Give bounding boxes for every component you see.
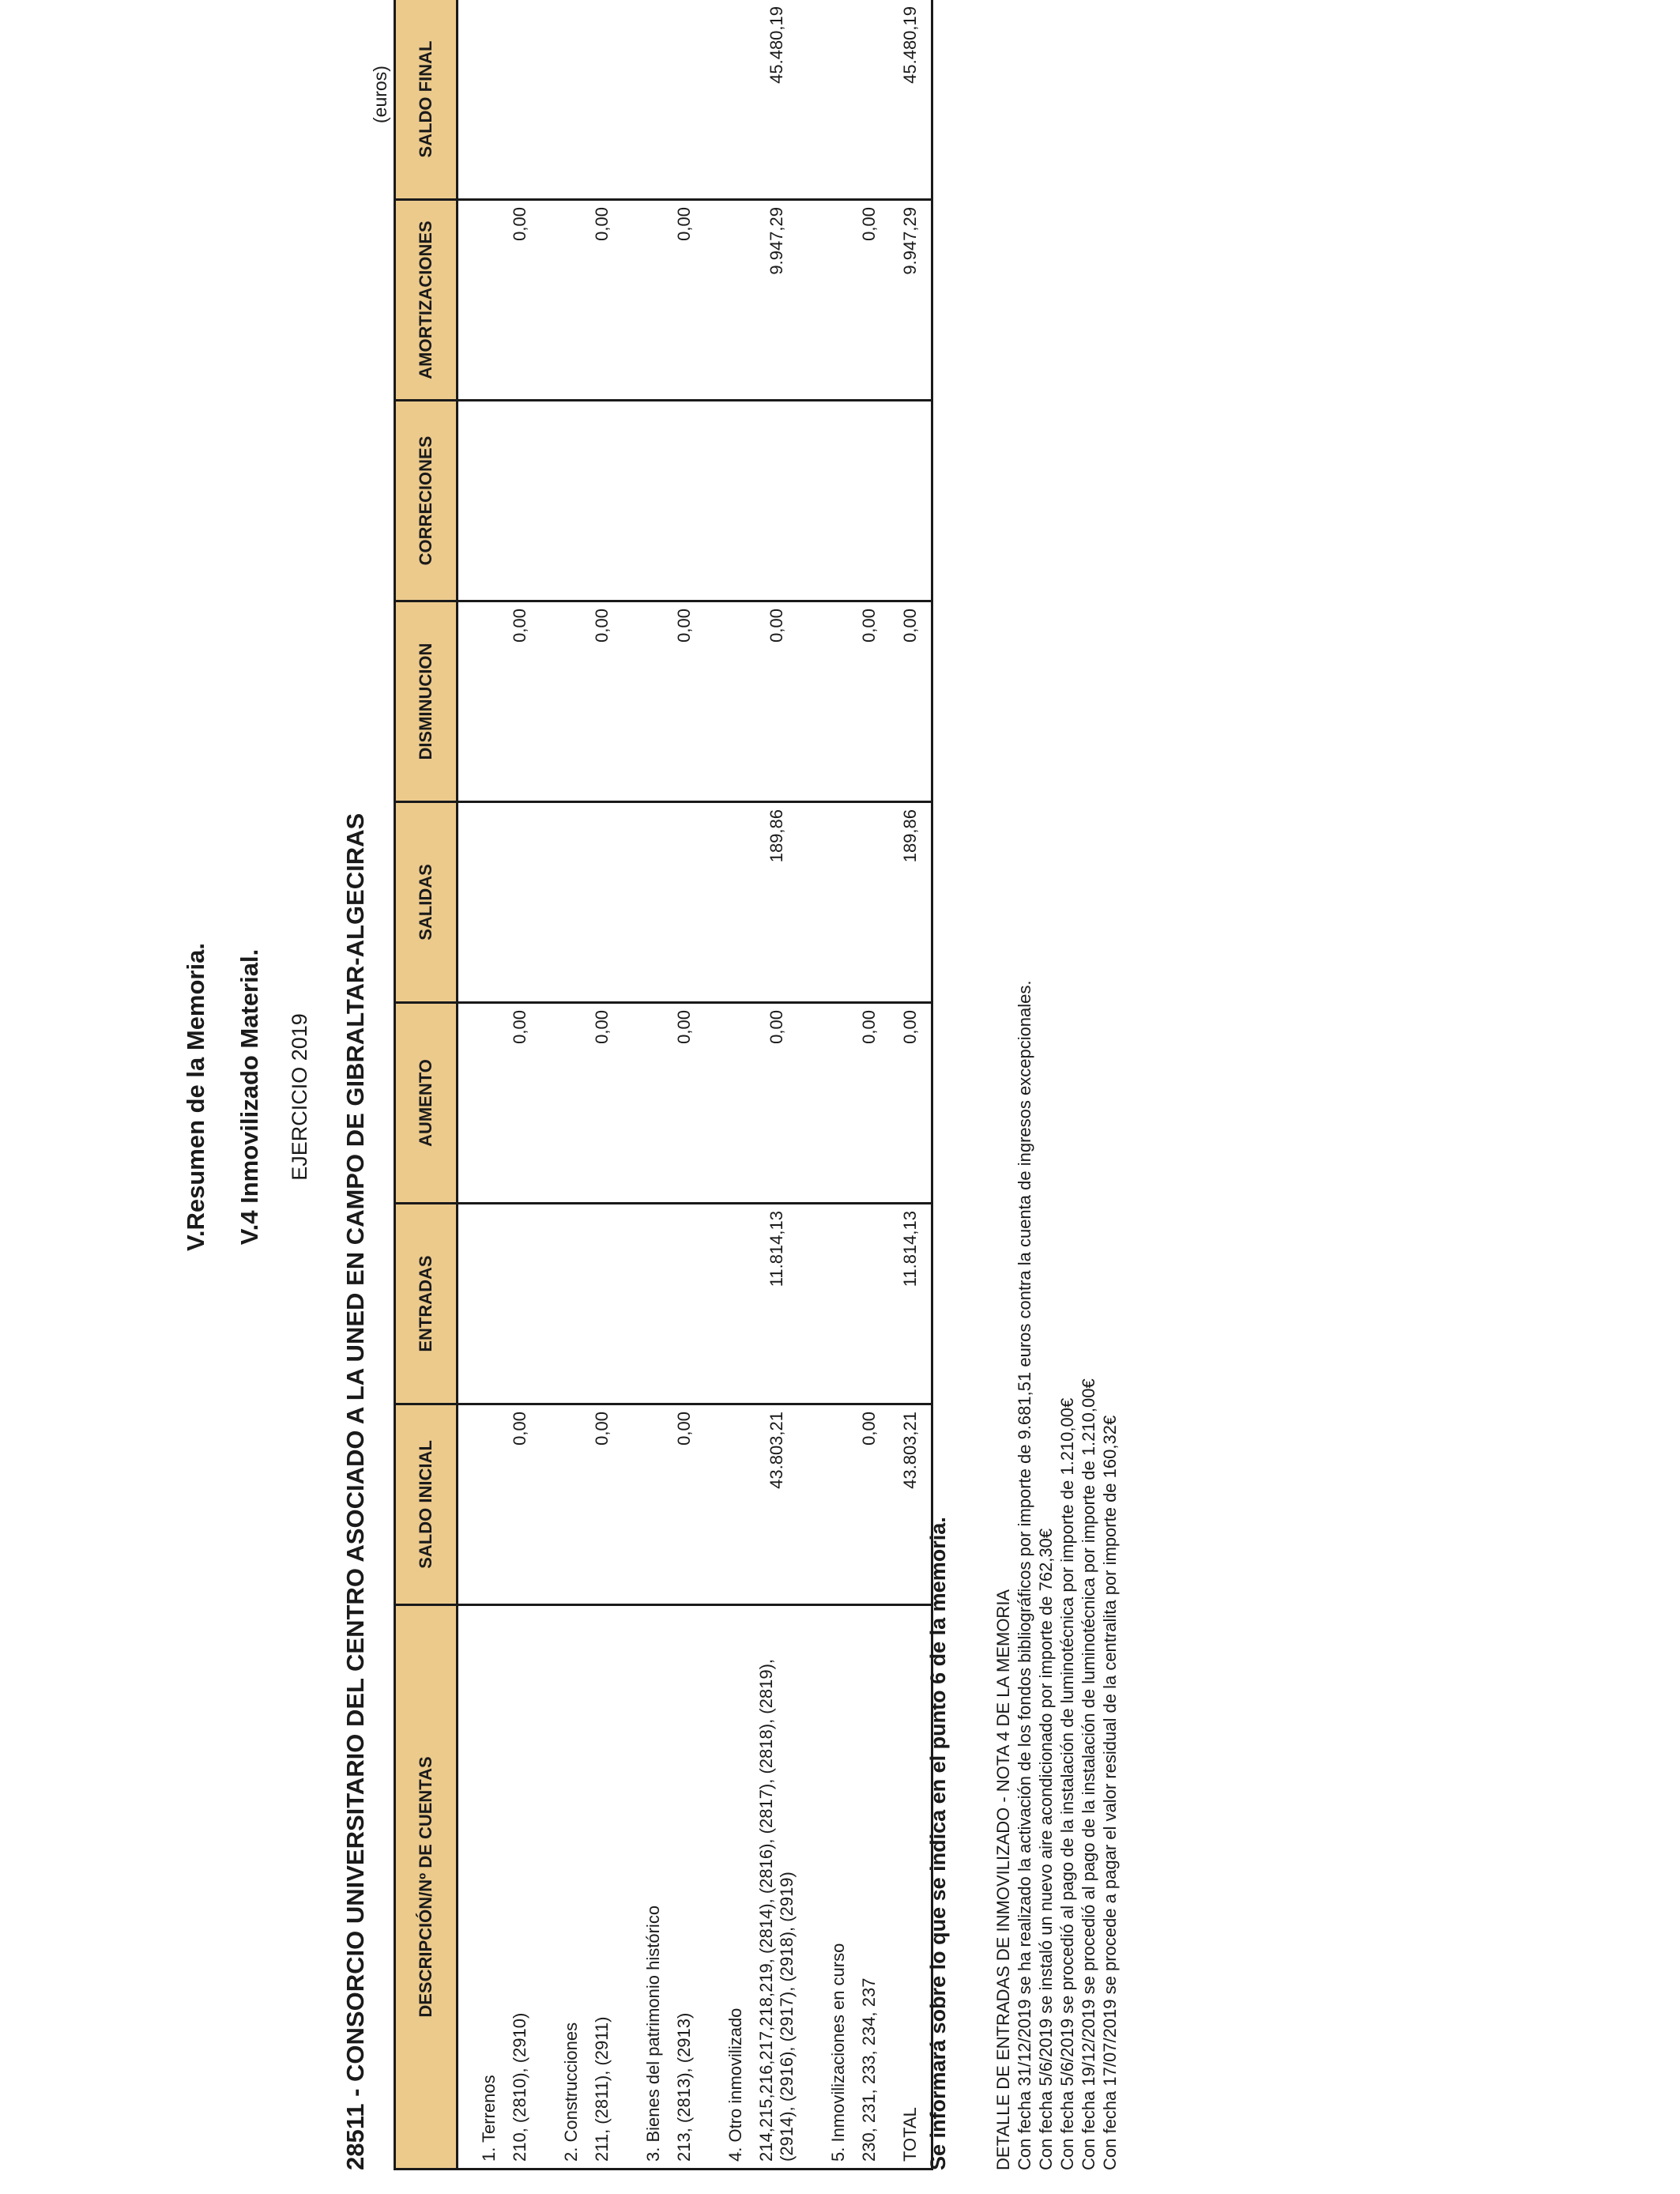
- inmovilizado-table-container: [394, 0, 933, 2170]
- row-description: 2. Construcciones: [541, 1605, 582, 2169]
- cell-disminucion: [705, 601, 746, 802]
- row-description: 1. Terrenos: [458, 1605, 500, 2169]
- cell-aumento: 0,00: [664, 1003, 705, 1204]
- cell-correciones: [705, 401, 746, 601]
- table-row: [849, 0, 890, 2169]
- cell-saldo-inicial: [808, 1404, 849, 1605]
- cell-salidas: 189,86: [746, 802, 808, 1003]
- cell-correciones: [499, 401, 541, 601]
- cell-correciones: [849, 401, 890, 601]
- cell-entradas: [582, 1204, 623, 1404]
- note-line: Con fecha 19/12/2019 se procedió al pago de la instalación de luminotécnica por importe de 1.210,00€: [1079, 1378, 1098, 2170]
- cell-aumento: 0,00: [849, 1003, 890, 1204]
- cell-saldo-final: 45.480,19: [890, 0, 932, 200]
- cell-entradas: [623, 1204, 664, 1404]
- note-line: Con fecha 5/6/2019 se instaló un nuevo aire acondicionado por importe de 762,30€: [1036, 1528, 1056, 2170]
- table-row: [458, 0, 500, 2169]
- row-description: 230, 231, 233, 234, 237: [849, 1605, 890, 2169]
- cell-aumento: 0,00: [582, 1003, 623, 1204]
- memoria-note: Se informará sobre lo que se indica en el punto 6 de la memoria.: [926, 1517, 950, 2170]
- table-row: [664, 0, 705, 2169]
- column-header: SALIDAS: [395, 802, 458, 1003]
- report-subtitle: V.4 Inmovilizado Material.: [235, 948, 263, 1246]
- table-row: [746, 0, 808, 2169]
- cell-disminucion: [808, 601, 849, 802]
- cell-correciones: [623, 401, 664, 601]
- cell-saldo-inicial: [623, 1404, 664, 1605]
- column-header: DESCRIPCIÓN/Nº DE CUENTAS: [395, 1605, 458, 2169]
- cell-amortizaciones: 0,00: [849, 200, 890, 401]
- cell-saldo-inicial: 43.803,21: [890, 1404, 932, 1605]
- table-row: [623, 0, 664, 2169]
- cell-correciones: [808, 401, 849, 601]
- cell-aumento: [808, 1003, 849, 1204]
- cell-salidas: [623, 802, 664, 1003]
- cell-saldo-inicial: 43.803,21: [746, 1404, 808, 1605]
- cell-amortizaciones: [705, 200, 746, 401]
- cell-disminucion: 0,00: [890, 601, 932, 802]
- cell-saldo-final: [664, 0, 705, 200]
- row-description: 5. Inmovilizaciones en curso: [808, 1605, 849, 2169]
- cell-saldo-final: [705, 0, 746, 200]
- cell-saldo-final: [849, 0, 890, 200]
- cell-correciones: [746, 401, 808, 601]
- column-header: ENTRADAS: [395, 1204, 458, 1404]
- cell-saldo-final: [458, 0, 500, 200]
- column-header: CORRECIONES: [395, 401, 458, 601]
- cell-entradas: [705, 1204, 746, 1404]
- column-header: AUMENTO: [395, 1003, 458, 1204]
- cell-amortizaciones: [541, 200, 582, 401]
- cell-disminucion: 0,00: [582, 601, 623, 802]
- cell-amortizaciones: 0,00: [499, 200, 541, 401]
- table-row: [582, 0, 623, 2169]
- cell-saldo-final: [541, 0, 582, 200]
- cell-correciones: [582, 401, 623, 601]
- cell-salidas: [499, 802, 541, 1003]
- table-row: [541, 0, 582, 2169]
- cell-aumento: [705, 1003, 746, 1204]
- cell-amortizaciones: 9.947,29: [890, 200, 932, 401]
- cell-salidas: [849, 802, 890, 1003]
- entity-name: 28511 - CONSORCIO UNIVERSITARIO DEL CENTRO ASOCIADO A LA UNED EN CAMPO DE GIBRALTAR-ALGECIRAS: [341, 812, 369, 2170]
- cell-amortizaciones: 0,00: [664, 200, 705, 401]
- entradas-detail-notes: [993, 980, 1121, 2170]
- cell-entradas: [541, 1204, 582, 1404]
- cell-aumento: 0,00: [746, 1003, 808, 1204]
- cell-saldo-inicial: 0,00: [499, 1404, 541, 1605]
- cell-saldo-final: [499, 0, 541, 200]
- report-title: V.Resumen de la Memoria.: [182, 943, 209, 1251]
- row-description: 211, (2811), (2911): [582, 1605, 623, 2169]
- note-line: Con fecha 17/07/2019 se procede a pagar el valor residual de la centralita por importe de 160,32€: [1100, 1415, 1120, 2170]
- cell-aumento: [458, 1003, 500, 1204]
- cell-entradas: [664, 1204, 705, 1404]
- cell-entradas: 11.814,13: [746, 1204, 808, 1404]
- cell-aumento: [623, 1003, 664, 1204]
- cell-saldo-final: [582, 0, 623, 200]
- cell-saldo-final: 45.480,19: [746, 0, 808, 200]
- cell-saldo-inicial: 0,00: [849, 1404, 890, 1605]
- cell-correciones: [541, 401, 582, 601]
- cell-saldo-final: [808, 0, 849, 200]
- cell-salidas: [705, 802, 746, 1003]
- cell-saldo-inicial: [705, 1404, 746, 1605]
- row-description: 213, (2813), (2913): [664, 1605, 705, 2169]
- row-description: 3. Bienes del patrimonio histórico: [623, 1605, 664, 2169]
- table-row: [705, 0, 746, 2169]
- column-header: SALDO FINAL: [395, 0, 458, 200]
- column-header: DISMINUCION: [395, 601, 458, 802]
- cell-disminucion: 0,00: [664, 601, 705, 802]
- row-description: 214,215,216,217,218,219, (2814), (2816), (2817), (2818), (2819), (2914), (2916), (2917), (2918), (2919): [746, 1605, 808, 2169]
- cell-amortizaciones: [458, 200, 500, 401]
- column-header: AMORTIZACIONES: [395, 200, 458, 401]
- cell-salidas: 189,86: [890, 802, 932, 1003]
- cell-entradas: 11.814,13: [890, 1204, 932, 1404]
- cell-aumento: [541, 1003, 582, 1204]
- cell-salidas: [541, 802, 582, 1003]
- cell-saldo-inicial: 0,00: [582, 1404, 623, 1605]
- cell-disminucion: 0,00: [499, 601, 541, 802]
- row-description: 4. Otro inmovilizado: [705, 1605, 746, 2169]
- exercise-year: EJERCICIO 2019: [288, 1013, 311, 1181]
- cell-disminucion: 0,00: [746, 601, 808, 802]
- cell-entradas: [458, 1204, 500, 1404]
- notes-heading: DETALLE DE ENTRADAS DE INMOVILIZADO - NOTA 4 DE LA MEMORIA: [993, 1589, 1013, 2170]
- column-header: SALDO INICIAL: [395, 1404, 458, 1605]
- cell-salidas: [458, 802, 500, 1003]
- cell-entradas: [808, 1204, 849, 1404]
- cell-amortizaciones: 0,00: [582, 200, 623, 401]
- cell-saldo-inicial: [458, 1404, 500, 1605]
- cell-correciones: [664, 401, 705, 601]
- cell-amortizaciones: 9.947,29: [746, 200, 808, 401]
- table-header-row: [395, 0, 458, 2169]
- cell-salidas: [582, 802, 623, 1003]
- note-line: Con fecha 31/12/2019 se ha realizado la activación de los fondos bibliográficos por importe de 9.681,51 euros contra la cuenta de ingresos excepcionales.: [1015, 980, 1034, 2170]
- cell-disminucion: [541, 601, 582, 802]
- cell-entradas: [849, 1204, 890, 1404]
- cell-disminucion: [458, 601, 500, 802]
- cell-disminucion: [623, 601, 664, 802]
- cell-disminucion: 0,00: [849, 601, 890, 802]
- row-description: 210, (2810), (2910): [499, 1605, 541, 2169]
- cell-aumento: 0,00: [890, 1003, 932, 1204]
- cell-entradas: [499, 1204, 541, 1404]
- note-line: Con fecha 5/6/2019 se procedió al pago de la instalación de luminotécnica por importe de 1.210,00€: [1057, 1397, 1077, 2170]
- cell-saldo-inicial: [541, 1404, 582, 1605]
- cell-amortizaciones: [623, 200, 664, 401]
- units-label: (euros): [370, 66, 390, 123]
- cell-saldo-final: [623, 0, 664, 200]
- table-row: [808, 0, 849, 2169]
- inmovilizado-table: [394, 0, 933, 2170]
- cell-salidas: [664, 802, 705, 1003]
- cell-salidas: [808, 802, 849, 1003]
- cell-amortizaciones: [808, 200, 849, 401]
- table-row: [499, 0, 541, 2169]
- row-description: TOTAL: [890, 1605, 932, 2169]
- cell-aumento: 0,00: [499, 1003, 541, 1204]
- cell-correciones: [890, 401, 932, 601]
- cell-correciones: [458, 401, 500, 601]
- cell-saldo-inicial: 0,00: [664, 1404, 705, 1605]
